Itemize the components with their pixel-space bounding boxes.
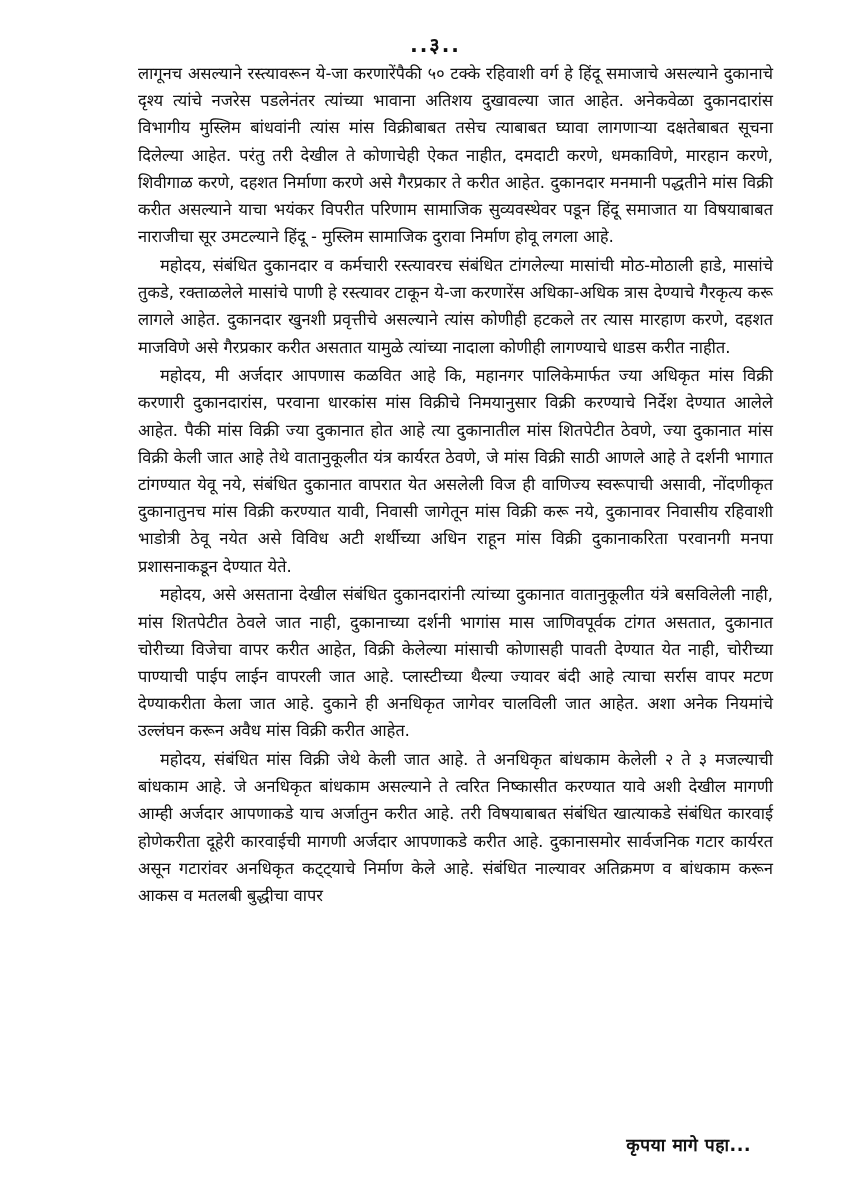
paragraph-2: महोदय, संबंधित दुकानदार व कर्मचारी रस्त्यावरच संबंधित टांगलेल्या मासांची मोठ-मोठाली हाडे, मासांचे तुकडे, रक्ताळलेले मासांचे पाणी हे रस्त्यावर टाकून ये-जा करणारेंस अधिका-अधिक त्रास देण्याचे गैरकृत्य करू लागले आहेत. दुकानदार खुनशी प्रवृत्तीचे असल्याने त्यांस कोणीही हटकले तर त्यास मारहाण करणे, दहशत माजविणे असे गैरप्रकार करीत असतात यामुळे त्यांच्या नादाला कोणीही लागण्याचे धाडस करीत नाहीत. <box>138 255 773 357</box>
paragraph-4: महोदय, असे असताना देखील संबंधित दुकानदारांनी त्यांच्या दुकानात वातानुकूलीत यंत्रे बसविलेली नाही, मांस शितपेटीत ठेवले जात नाही, दुकानाच्या दर्शनी भागांस मास जाणिवपूर्वक टांगत असतात, दुकानात चोरीच्या विजेचा वापर करीत आहेत, विक्री केलेल्या मांसाची कोणासही पावती देण्यात येत नाही, चोरीच्या पाण्याची पाईप लाईन वापरली जात आहे. प्लास्टीच्या थैल्या ज्यावर बंदी आहे त्याचा सर्रास वापर मटण देण्याकरीता केला जात आहे. दुकाने ही अनधिकृत जागेवर चालविली जात आहेत. अशा अनेक नियमांचे उल्लंघन करून अवैध मांस विक्री करीत आहेत. <box>138 585 773 741</box>
page-number: ..३.. <box>410 33 461 57</box>
continued-overleaf-note: कृपया मागे पहा... <box>626 1136 751 1156</box>
paragraph-1: लागूनच असल्याने रस्त्यावरून ये-जा करणारेंपैकी ५० टक्के रहिवाशी वर्ग हे हिंदू समाजाचे असल्याने दुकानाचे दृश्य त्यांचे नजरेस पडलेनंतर त्यांच्या भावाना अतिशय दुखावल्या जात आहेत. अनेकवेळा दुकानदारांस विभागीय मुस्लिम बांधवांनी त्यांस मांस विक्रीबाबत तसेच त्याबाबत घ्यावा लागणाऱ्या दक्षतेबाबत सूचना दिलेल्या आहेत. परंतु तरी देखील ते कोणाचेही ऐकत नाहीत, दमदाटी करणे, धमकाविणे, मारहान करणे, शिवीगाळ करणे, दहशत निर्माणा करणे असे गैरप्रकार ते करीत आहेत. दुकानदार मनमानी पद्धतीने मांस विक्री करीत असल्याने याचा भयंकर विपरीत परिणाम सामाजिक सुव्यवस्थेवर पडून हिंदू समाजात या विषयाबाबत नाराजीचा सूर उमटल्याने हिंदू - मुस्लिम सामाजिक दुरावा निर्माण होवू लगला आहे. <box>138 64 773 247</box>
paragraph-3: महोदय, मी अर्जदार आपणास कळवित आहे कि, महानगर पालिकेमार्फत ज्या अधिकृत मांस विक्री करणारी दुकानदारांस, परवाना धारकांस मांस विक्रीचे निमयानुसार विक्री करण्याचे निर्देश देण्यात आलेले आहेत. पैकी मांस विक्री ज्या दुकानात होत आहे त्या दुकानातील मांस शितपेटीत ठेवणे, ज्या दुकानात मांस विक्री केली जात आहे तेथे वातानुकूलीत यंत्र कार्यरत ठेवणे, जे मांस विक्री साठी आणले आहे ते दर्शनी भागात टांगण्यात येवू नये, संबंधित दुकानात वापरात येत असलेली विज ही वाणिज्य स्वरूपाची असावी, नोंदणीकृत दुकानातुनच मांस विक्री करण्यात यावी, निवासी जागेतून मांस विक्री करू नये, दुकानावर निवासीय रहिवाशी भाडोत्री ठेवू नयेत असे विविध अटी शर्थीच्या अधिन राहून मांस विक्री दुकानाकरिता परवानगी मनपा प्रशासनाकडून देण्यात येते. <box>138 366 773 576</box>
paragraph-5: महोदय, संबंधित मांस विक्री जेथे केली जात आहे. ते अनधिकृत बांधकाम केलेली २ ते ३ मजल्याची बांधकाम आहे. जे अनधिकृत बांधकाम असल्याने ते त्वरित निष्कासीत करण्यात यावे अशी देखील मागणी आम्ही अर्जदार आपणाकडे याच अर्जातुन करीत आहे. तरी विषयाबाबत संबंधित खात्याकडे संबंधित कारवाई होणेकरीता दूहेरी कारवाईची मागणी अर्जदार आपणाकडे करीत आहे. दुकानासमोर सार्वजनिक गटार कार्यरत असून गटारांवर अनधिकृत कट्ट्याचे निर्माण केले आहे. संबंधित नाल्यावर अतिक्रमण व बांधकाम करून आकस व मतलबी बुद्धीचा वापर <box>138 750 773 906</box>
letter-body <box>138 60 773 909</box>
